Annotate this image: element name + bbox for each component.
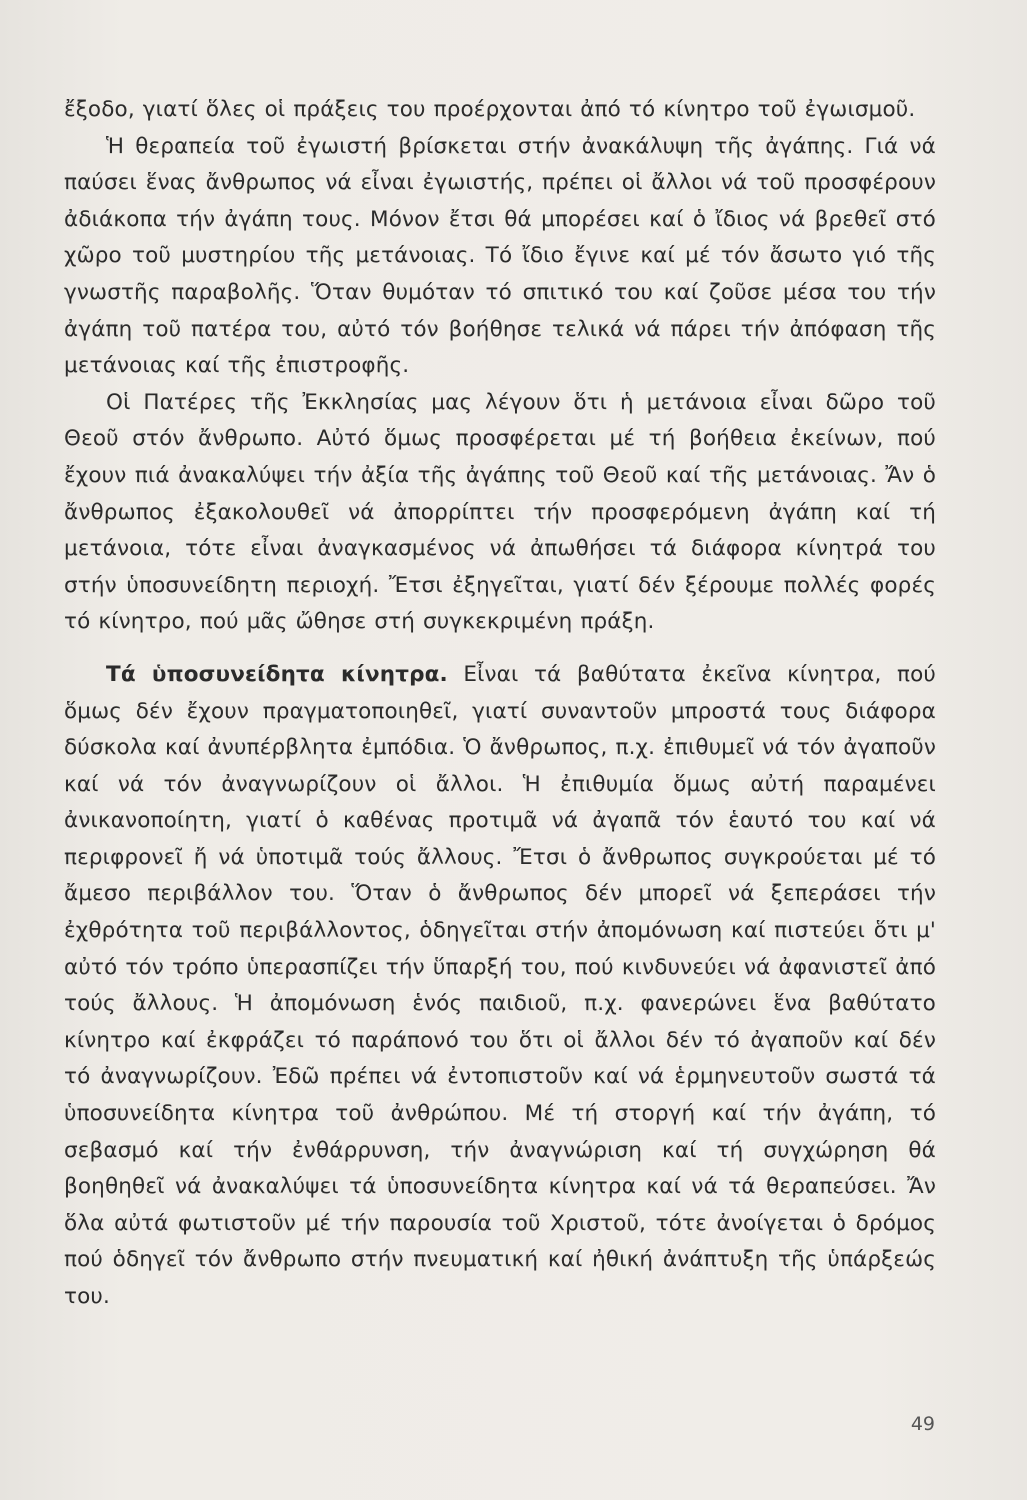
paragraph-therapy: Ἡ θεραπεία τοῦ ἐγωιστή βρίσκεται στήν ἀνακάλυψη τῆς ἀγάπης. Γιά νά παύσει ἕνας ἄνθρωπος νά εἶναι ἐγωιστής, πρέπει οἱ ἄλλοι νά τοῦ προσφέρουν ἀδιάκοπα τήν ἀγάπη τους. Μόνον ἔτσι θά μπορέσει καί ὁ ἴδιος νά βρεθεῖ στό χῶρο τοῦ μυστηρίου τῆς μετάνοιας. Τό ἴδιο ἔγινε καί μέ τόν ἄσωτο γιό τῆς γνωστῆς παραβολῆς. Ὅταν θυμόταν τό σπιτικό του καί ζοῦσε μέσα του τήν ἀγάπη τοῦ πατέρα του, αὐτό τόν βοήθησε τελικά νά πάρει τήν ἀπόφαση τῆς μετάνοιας καί τῆς ἐπιστροφῆς. [64, 133, 936, 379]
paragraph-fathers: Οἱ Πατέρες τῆς Ἐκκλησίας μας λέγουν ὅτι ἡ μετάνοια εἶναι δῶρο τοῦ Θεοῦ στόν ἄνθρωπο. Αὐτό ὅμως προσφέρεται μέ τή βοήθεια ἐκείνων, πού ἔχουν πιά ἀνακαλύψει τήν ἀξία τῆς ἀγάπης τοῦ Θεοῦ καί τῆς μετάνοιας. Ἄν ὁ ἄνθρωπος ἐξακολουθεῖ νά ἀπορρίπτει τήν προσφερόμενη ἀγάπη καί τή μετάνοια, τότε εἶναι ἀναγκασμένος νά ἀπωθήσει τά διάφορα κίνητρά του στήν ὑποσυνείδητη περιοχή. Ἔτσι ἐξηγεῖται, γιατί δέν ξέρουμε πολλές φορές τό κίνητρο, πού μᾶς ὤθησε στή συγκεκριμένη πράξη. [64, 389, 936, 635]
page-number: 49 [910, 1413, 935, 1435]
section-body: Εἶναι τά βαθύτατα ἐκεῖνα κίνητρα, πού ὅμως δέν ἔχουν πραγματοποιηθεῖ, γιατί συναντοῦν μπροστά τους διάφορα δύσκολα καί ἀνυπέρβλητα ἐμπόδια. Ὁ ἄνθρωπος, π.χ. ἐπιθυμεῖ νά τόν ἀγαποῦν καί νά τόν ἀναγνωρίζουν οἱ ἄλλοι. Ἡ ἐπιθυμία ὅμως αὐτή παραμένει ἀνικανοποίητη, γιατί ὁ καθένας προτιμᾶ νά ἀγαπᾶ τόν ἑαυτό του καί νά περιφρονεῖ ἤ νά ὑποτιμᾶ τούς ἄλλους. Ἔτσι ὁ ἄνθρωπος συγκρούεται μέ τό ἄμεσο περιβάλλον του. Ὅταν ὁ ἄνθρωπος δέν μπορεῖ νά ξεπεράσει τήν ἐχθρότητα τοῦ περιβάλλοντος, ὁδηγεῖται στήν ἀπομόνωση καί πιστεύει ὅτι μ' αὐτό τόν τρόπο ὑπερασπίζει τήν ὕπαρξή του, πού κινδυνεύει νά ἀφανιστεῖ ἀπό τούς ἄλλους. Ἡ ἀπομόνωση ἑνός παιδιοῦ, π.χ. φανερώνει ἕνα βαθύτατο κίνητρο καί ἐκφράζει τό παράπονό του ὅτι οἱ ἄλλοι δέν τό ἀγαποῦν καί δέν τό ἀναγνωρίζουν. Ἐδῶ πρέπει νά ἐντοπιστοῦν καί νά ἑρμηνευτοῦν σωστά τά ὑποσυνείδητα κίνητρα τοῦ ἀνθρώπου. Μέ τή στοργή καί τήν ἀγάπη, τό σεβασμό καί τήν ἐνθάρρυνση, τήν ἀναγνώριση καί τή συγχώρηση θά βοηθηθεῖ νά ἀνακαλύψει τά ὑποσυνείδητα κίνητρα καί νά τά θεραπεύσει. Ἄν ὅλα αὐτά φωτιστοῦν μέ τήν παρουσία τοῦ Χριστοῦ, τότε ἀνοίγεται ὁ δρόμος πού ὁδηγεῖ τόν ἄνθρωπο στήν πνευματική καί ἠθική ἀνάπτυξη τῆς ὑπάρξεώς του. [64, 661, 936, 1309]
body-text [64, 92, 936, 1316]
section-heading: Τά ὑποσυνείδητα κίνητρα. [106, 661, 448, 687]
paragraph-subconscious-motives [64, 657, 936, 1316]
paragraph-continuation: ἔξοδο, γιατί ὅλες οἱ πράξεις του προέρχονται ἀπό τό κίνητρο τοῦ ἐγωισμοῦ. [64, 97, 916, 122]
